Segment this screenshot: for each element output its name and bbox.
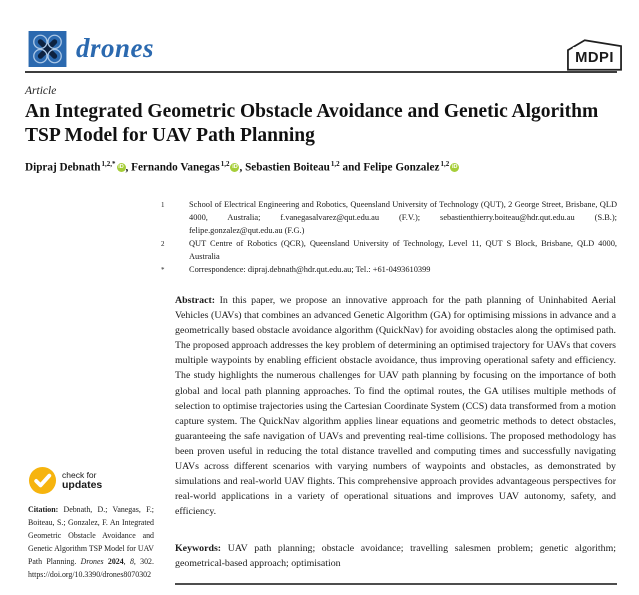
author-affiliation-sup: 1,2 bbox=[220, 160, 230, 168]
author-separator: , bbox=[125, 161, 132, 174]
affiliation-item bbox=[161, 263, 617, 277]
citation-volume: 8 bbox=[129, 557, 134, 567]
author-name: Felipe Gonzalez bbox=[363, 161, 440, 174]
affiliation-marker: 2 bbox=[161, 240, 165, 248]
drones-journal-logo bbox=[28, 31, 67, 67]
author-separator: and bbox=[339, 161, 364, 174]
author-affiliation-sup: 1,2 bbox=[440, 160, 450, 168]
badge-line1: check for bbox=[62, 469, 97, 480]
abstract-divider bbox=[175, 583, 617, 585]
abstract-label: Abstract: bbox=[175, 295, 216, 306]
check-icon bbox=[28, 466, 57, 495]
authors-line bbox=[25, 160, 585, 174]
journal-name: drones bbox=[76, 33, 155, 63]
drone-icon bbox=[28, 31, 67, 67]
header-divider bbox=[25, 71, 617, 73]
mdpi-logo-text: MDPI bbox=[575, 49, 614, 66]
author-name: Dipraj Debnath bbox=[25, 161, 101, 174]
affiliation-text: School of Electrical Engineering and Robotics, Queensland University of Technology (QUT), 2 George Street, Brisbane, QLD 4000, Australia; f.vanegasalvarez@qut.edu.au (F.V.); sebastienthierry.boiteau@hdr.qut.edu.au (S.B.); felipe.gonzalez@qut.edu.au (F.G.) bbox=[189, 200, 617, 235]
page-title: An Integrated Geometric Obstacle Avoidance and Genetic Algorithm TSP Model for UAV Path Planning bbox=[25, 101, 599, 146]
affiliation-marker: * bbox=[161, 266, 165, 274]
keywords-paragraph bbox=[175, 541, 616, 571]
keywords-label: Keywords: bbox=[175, 543, 222, 554]
orcid-icon[interactable]: iD bbox=[232, 163, 238, 170]
affiliations-block bbox=[161, 198, 617, 277]
author-affiliation-sup: 1,2 bbox=[330, 160, 340, 168]
keywords-text: UAV path planning; obstacle avoidance; travelling salesmen problem; genetic algorithm; geometrical-based approach; optimisation bbox=[175, 543, 616, 570]
citation-separator: , bbox=[123, 557, 130, 567]
article-type-label: Article bbox=[25, 85, 57, 97]
affiliation-marker: 1 bbox=[161, 201, 165, 209]
doi-link[interactable]: https://doi.org/10.3390/drones8070302 bbox=[28, 570, 152, 580]
abstract-text: In this paper, we propose an innovative approach for the path planning of Uninhabited Aerial Vehicles (UAVs) that combines an advanced Genetic Algorithm (GA) for optimising missions in advance and a geometrically based obstacle avoidance algorithm (QuickNav) for avoiding obstacles along the optimised path. The proposed approach addresses the key problem of determining an optimised trajectory for UAVs that covers multiple waypoints by enabling efficient obstacle avoidance, thus improving operational safety and efficiency. The study highlights the numerous challenges for UAV path planning by focusing on the importance of both global and local path planning approaches. To find the optimal routes, the GA utilises multiple methods of selection to optimise trajectories using the Cartesian Coordinate System (CCS) data transformed from a motion capture system. The QuickNav algorithm applies linear equations and geometric methods to detect obstacles, guaranteeing the safe navigation of UAVs and preventing real-time collisions. The proposed methodology has been proven useful in reducing the total distance travelled and computing times and successfully navigating UAVs across different scenarios with varying numbers of waypoints and obstacles, as demonstrated by simulations and real-world UAV flights. This comprehensive approach provides advantageous perspectives for real-world applications in a variety of operational situations and improves UAV autonomy, safety, and efficiency. bbox=[175, 295, 616, 518]
citation-text: Debnath, D.; Vanegas, F.; Boiteau, S.; Gonzalez, F. An Integrated Geometric Obstacle Avoidance and Genetic Algorithm TSP Model for UAV Path Planning. bbox=[28, 505, 154, 567]
affiliation-item bbox=[161, 237, 617, 263]
orcid-icon[interactable]: iD bbox=[118, 163, 124, 170]
affiliation-text: QUT Centre of Robotics (QCR), Queensland University of Technology, Level 11, QUT S Block, Brisbane, QLD 4000, Australia bbox=[189, 239, 617, 261]
author-separator: , bbox=[239, 161, 246, 174]
affiliation-item bbox=[161, 198, 617, 237]
badge-line2: updates bbox=[62, 478, 103, 491]
citation-journal: Drones bbox=[80, 557, 104, 567]
citation-label: Citation: bbox=[28, 505, 59, 514]
author-affiliation-sup: 1,2,* bbox=[101, 160, 116, 168]
author-name: Sebastien Boiteau bbox=[245, 161, 330, 174]
author-name: Fernando Vanegas bbox=[131, 161, 220, 174]
abstract-paragraph bbox=[175, 293, 616, 519]
correspondence-text: Correspondence: dipraj.debnath@hdr.qut.edu.au; Tel.: +61-0493610399 bbox=[189, 265, 431, 274]
mdpi-logo bbox=[565, 38, 624, 72]
citation-block bbox=[28, 503, 154, 582]
orcid-icon[interactable]: iD bbox=[451, 163, 458, 170]
check-for-updates-label bbox=[62, 471, 102, 491]
citation-year: 2024 bbox=[103, 557, 124, 567]
citation-pages: , 302. bbox=[133, 557, 154, 567]
check-for-updates-badge[interactable] bbox=[28, 466, 102, 495]
